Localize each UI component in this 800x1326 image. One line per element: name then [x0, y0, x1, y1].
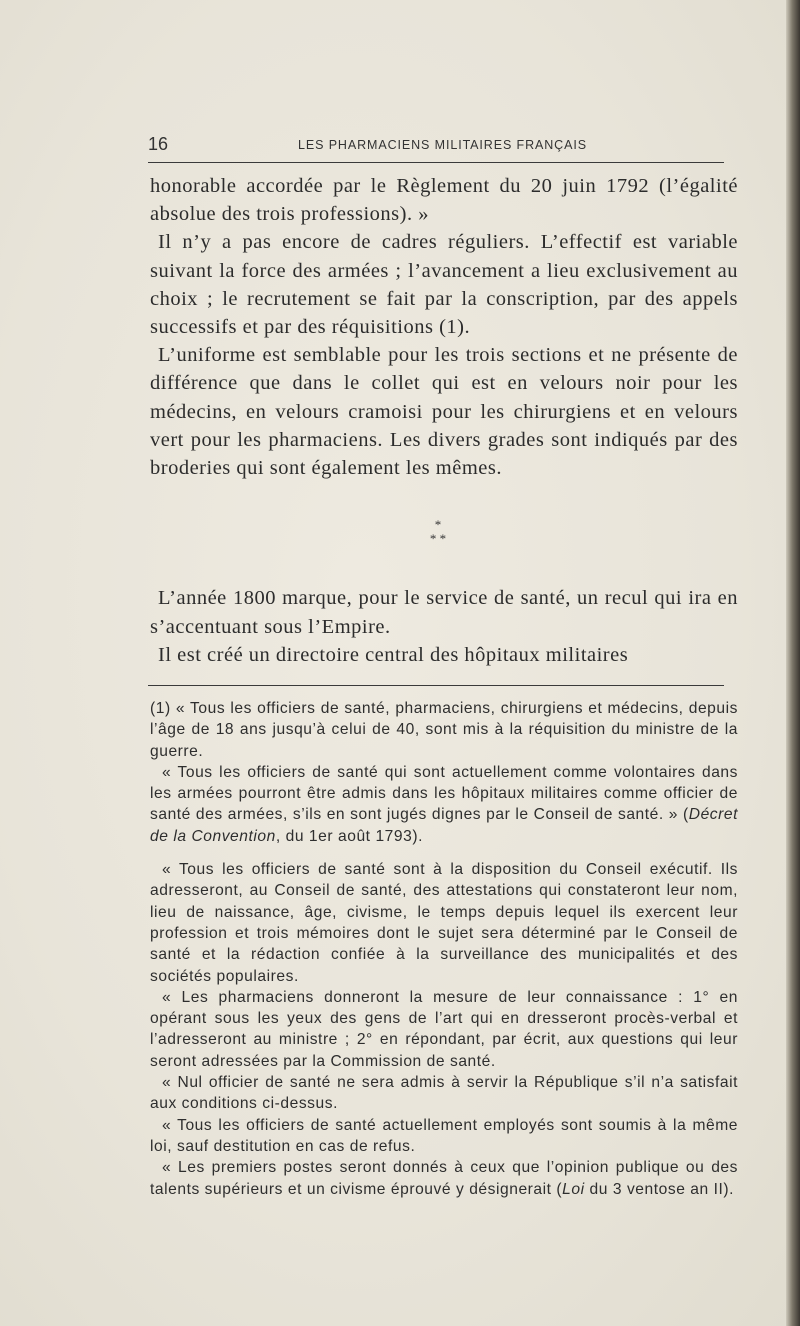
footnote-7-text: « Les premiers postes seront donnés à ceux que l’opinion publique ou des talents supérieurs et un civisme éprouvé y désignerait ( [150, 1159, 738, 1198]
footnote-7 [150, 1157, 738, 1200]
binding-edge [786, 0, 800, 1326]
asterism-top: * [434, 517, 442, 532]
running-title: LES PHARMACIENS MILITAIRES FRANÇAIS [298, 138, 587, 152]
body-paragraph-5: Il est créé un directoire central des hôpitaux militaires [158, 644, 629, 666]
body-text-lower [150, 584, 738, 670]
footnote-5: « Nul officier de santé ne sera admis à servir la République s’il n’a satisfait aux conditions ci-dessus. [150, 1074, 738, 1113]
body-paragraph-3: L’uniforme est semblable pour les trois sections et ne présente de différence que dans le collet qui est en velours noir pour les médecins, en velours cramoisi pour les chirurgiens et en velours vert pour les pharmaciens. Les divers grades sont indiqués par des broderies qui sont également les mêmes. [150, 344, 738, 480]
footnote-7-italic: Loi [562, 1180, 585, 1198]
page-number: 16 [148, 134, 169, 154]
footnote-1: (1) « Tous les officiers de santé, pharmaciens, chirurgiens et médecins, depuis l’âge de 18 ans jusqu’à celui de 40, sont mis à la réquisition du ministre de la guerre. [150, 700, 738, 760]
footnote-2-italic: Décret de la Convention [150, 806, 738, 845]
header-rule [148, 162, 724, 163]
body-paragraph-4: L’année 1800 marque, pour le service de santé, un recul qui ira en s’accentuant sous l’Empire. [150, 587, 738, 638]
asterism-bottom: * * [429, 531, 447, 546]
footnote-2 [150, 762, 738, 847]
body-paragraph-1: honorable accordée par le Règlement du 20 juin 1792 (l’égalité absolue des trois professions). » [150, 175, 738, 226]
body-paragraph-2: Il n’y a pas encore de cadres réguliers. L’effectif est variable suivant la force des armées ; l’avancement a lieu exclusivement au choix ; le recrutement se fait par la conscription, par des appels successifs et par des réquisitions (1). [150, 231, 738, 339]
footnote-4: « Les pharmaciens donneront la mesure de leur connaissance : 1° en opérant sous les yeux des gens de l’art qui en dresseront procès-verbal et l’adresseront au ministre ; 2° en répondant, par écrit, aux questions qui leur seront adressées par la Commission de santé. [150, 988, 738, 1070]
body-text-upper [150, 172, 738, 482]
footnote-7-end: du 3 ventose an II). [584, 1180, 735, 1198]
footnote-rule [148, 685, 724, 686]
running-header [148, 134, 724, 158]
footnote-3: « Tous les officiers de santé sont à la disposition du Conseil exécutif. Ils adresseront, au Conseil de santé, des attestations qui constateront leur nom, lieu de naissance, âge, civisme, le temps depuis lequel ils exercent leur profession et trois mémoires dont le sujet sera déterminé par le Conseil de santé et la rédaction confiée à la surveillance des municipalités et des sociétés populaires. [150, 861, 738, 985]
section-asterism [418, 518, 458, 546]
footnote-2-text: « Tous les officiers de santé qui sont actuellement comme volontaires dans les armées pourront être admis dans les hôpitaux militaires comme officier de santé des armées, s’ils en sont jugés dignes par le Conseil de santé. » ( [150, 763, 738, 824]
footnote-6: « Tous les officiers de santé actuellement employés sont soumis à la même loi, sauf destitution en cas de refus. [150, 1116, 738, 1155]
footnote-2-end: , du 1er août 1793). [275, 827, 423, 845]
footnotes [150, 698, 738, 1200]
